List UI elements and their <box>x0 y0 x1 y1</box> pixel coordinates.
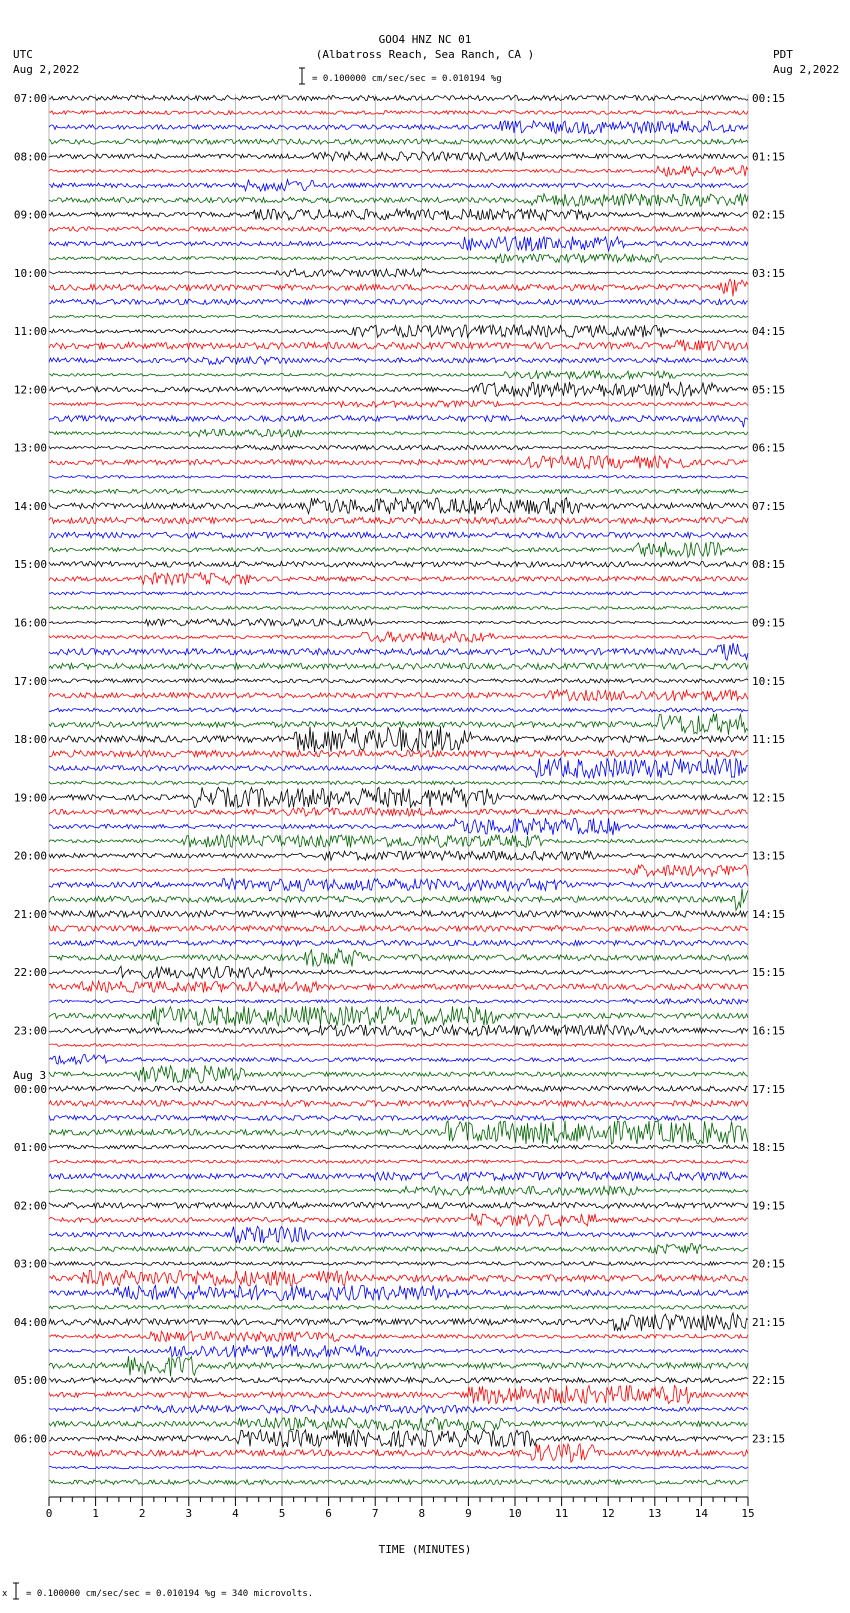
seismic-trace <box>49 152 748 161</box>
left-time-label: 23:00 <box>13 1024 47 1038</box>
left-time-label: 15:00 <box>13 558 47 572</box>
right-time-label: 04:15 <box>752 325 786 339</box>
seismic-trace <box>49 981 748 993</box>
x-tick-label: 13 <box>648 1507 662 1520</box>
right-time-label: 15:15 <box>752 966 786 980</box>
seismic-trace <box>49 111 748 115</box>
x-tick-label: 10 <box>508 1507 522 1520</box>
x-axis <box>46 1497 755 1520</box>
left-time-label: 05:00 <box>13 1374 47 1388</box>
seismic-trace <box>49 357 748 365</box>
seismic-trace <box>49 121 748 134</box>
seismic-trace <box>49 254 748 263</box>
right-time-label: 13:15 <box>752 849 786 863</box>
seismic-trace <box>49 708 748 712</box>
left-time-label: 06:00 <box>13 1432 47 1446</box>
seismic-trace <box>49 1331 748 1341</box>
left-time-label: 19:00 <box>13 791 47 805</box>
left-time-label: 22:00 <box>13 966 47 980</box>
right-time-label: 07:15 <box>752 499 786 513</box>
seismic-trace <box>49 1025 748 1036</box>
x-tick-label: 8 <box>418 1507 426 1520</box>
right-time-label: 23:15 <box>752 1432 786 1446</box>
seismic-trace <box>49 561 748 567</box>
x-tick-label: 0 <box>45 1507 53 1520</box>
seismic-trace <box>49 340 748 352</box>
right-date: Aug 2,2022 <box>773 63 840 76</box>
seismic-trace <box>49 949 748 967</box>
seismic-trace <box>49 889 748 911</box>
seismic-trace <box>49 542 748 557</box>
seismic-trace <box>49 758 748 778</box>
seismic-trace <box>49 227 748 232</box>
seismic-trace <box>49 1145 748 1149</box>
footer-marker: x <box>2 1589 8 1599</box>
scale-bar-icon <box>299 68 305 84</box>
seismic-trace <box>49 279 748 296</box>
station-location: (Albatross Reach, Sea Ranch, CA ) <box>315 48 535 61</box>
right-timezone: PDT <box>773 48 793 61</box>
seismic-trace <box>49 401 748 408</box>
seismic-trace <box>49 139 748 144</box>
left-time-label: 00:00 <box>13 1082 47 1096</box>
x-tick-label: 7 <box>371 1507 379 1520</box>
seismic-trace <box>49 498 748 514</box>
seismic-trace <box>49 1202 748 1208</box>
seismic-trace <box>49 194 748 207</box>
left-time-labels <box>13 92 47 1445</box>
right-time-label: 03:15 <box>752 266 786 280</box>
right-time-label: 18:15 <box>752 1141 786 1155</box>
x-tick-label: 12 <box>601 1507 615 1520</box>
left-time-label: 04:00 <box>13 1315 47 1329</box>
seismic-trace <box>49 315 748 318</box>
right-time-label: 05:15 <box>752 383 786 397</box>
seismic-trace <box>49 879 748 892</box>
seismic-trace <box>49 966 748 978</box>
right-time-label: 17:15 <box>752 1082 786 1096</box>
seismic-trace <box>49 632 748 643</box>
seismic-trace <box>49 999 748 1004</box>
left-time-label: 02:00 <box>13 1199 47 1213</box>
seismic-trace <box>49 835 748 848</box>
seismic-trace <box>49 382 748 397</box>
seismic-trace <box>49 1313 748 1331</box>
seismic-trace <box>49 1405 748 1413</box>
seismic-trace <box>49 787 748 807</box>
right-time-label: 14:15 <box>752 907 786 921</box>
seismic-trace <box>49 1121 748 1144</box>
seismic-trace <box>49 416 748 428</box>
seismic-trace <box>49 1480 748 1485</box>
seismic-trace <box>49 606 748 609</box>
left-date: Aug 2,2022 <box>13 63 80 76</box>
right-time-label: 06:15 <box>752 441 786 455</box>
x-tick-label: 11 <box>554 1507 569 1520</box>
right-time-label: 21:15 <box>752 1315 786 1329</box>
seismic-trace <box>49 573 748 585</box>
left-time-label: 20:00 <box>13 849 47 863</box>
x-tick-label: 2 <box>138 1507 146 1520</box>
right-time-label: 09:15 <box>752 616 786 630</box>
seismic-trace <box>49 165 748 176</box>
left-time-label: 21:00 <box>13 907 47 921</box>
seismic-trace <box>49 851 748 860</box>
right-time-label: 20:15 <box>752 1257 786 1271</box>
seismic-trace <box>49 1044 748 1047</box>
seismic-trace <box>49 619 748 626</box>
left-time-label: 09:00 <box>13 208 47 222</box>
seismic-trace <box>49 690 748 701</box>
seismic-trace <box>49 781 748 785</box>
seismic-trace <box>49 926 748 932</box>
seismic-trace <box>49 592 748 595</box>
left-timezone: UTC <box>13 48 33 61</box>
left-time-label: 18:00 <box>13 733 47 747</box>
x-tick-label: 4 <box>232 1507 239 1520</box>
x-tick-label: 5 <box>278 1507 286 1520</box>
seismic-trace <box>49 1186 748 1195</box>
left-time-label: 08:00 <box>13 150 47 164</box>
footer-scale-note: = 0.100000 cm/sec/sec = 0.010194 %g = 340 microvolts. <box>26 1589 314 1599</box>
x-tick-label: 14 <box>694 1507 709 1520</box>
seismic-trace <box>49 489 748 493</box>
x-tick-label: 15 <box>741 1507 755 1520</box>
seismic-trace <box>49 371 748 380</box>
seismic-trace <box>49 1160 748 1163</box>
seismic-trace <box>49 1305 748 1309</box>
right-time-label: 01:15 <box>752 150 786 164</box>
seismic-trace <box>49 679 748 683</box>
x-tick-label: 1 <box>92 1507 99 1520</box>
scale-label: = 0.100000 cm/sec/sec = 0.010194 %g <box>312 74 502 84</box>
seismic-trace <box>49 1262 748 1266</box>
right-time-label: 10:15 <box>752 674 786 688</box>
seismic-trace <box>49 1116 748 1121</box>
seismic-trace <box>49 1356 748 1376</box>
seismic-trace <box>49 911 748 918</box>
left-time-label: 03:00 <box>13 1257 47 1271</box>
seismic-trace <box>49 1006 748 1026</box>
right-time-label: 12:15 <box>752 791 786 805</box>
right-time-label: 08:15 <box>752 558 786 572</box>
seismic-trace <box>49 1430 748 1447</box>
right-time-labels <box>752 92 785 1445</box>
right-time-label: 00:15 <box>752 92 786 105</box>
seismic-trace <box>49 808 748 817</box>
seismic-trace <box>49 1345 748 1358</box>
trace-group <box>49 95 748 1484</box>
seismic-trace <box>49 429 748 437</box>
seismic-trace <box>49 1244 748 1254</box>
seismic-trace <box>49 865 748 877</box>
x-tick-label: 9 <box>465 1507 472 1520</box>
seismic-trace <box>49 1418 748 1431</box>
left-time-label: 07:00 <box>13 92 47 105</box>
left-time-label: 13:00 <box>13 441 47 455</box>
left-time-label: 01:00 <box>13 1141 47 1155</box>
seismic-trace <box>49 445 748 450</box>
seismic-trace <box>49 1466 748 1469</box>
right-time-label: 22:15 <box>752 1374 786 1388</box>
left-time-label: 10:00 <box>13 266 47 280</box>
seismic-trace <box>49 726 748 752</box>
seismic-trace <box>49 1086 748 1091</box>
seismic-trace <box>49 456 748 469</box>
seismic-trace <box>49 180 748 192</box>
seismic-trace <box>49 1100 748 1106</box>
seismic-trace <box>49 1285 748 1300</box>
seismic-trace <box>49 517 748 523</box>
left-time-label: 16:00 <box>13 616 47 630</box>
right-time-label: 16:15 <box>752 1024 786 1038</box>
seismic-trace <box>49 940 748 946</box>
seismic-trace <box>49 209 748 220</box>
seismic-trace <box>49 1226 748 1243</box>
seismic-trace <box>49 532 748 538</box>
seismic-trace <box>49 1386 748 1404</box>
seismic-trace <box>49 663 748 669</box>
seismic-trace <box>49 1055 748 1065</box>
station-title: GOO4 HNZ NC 01 <box>378 33 472 46</box>
right-time-label: 11:15 <box>752 733 786 747</box>
left-time-label: 14:00 <box>13 499 47 513</box>
seismic-trace <box>49 750 748 757</box>
seismic-trace <box>49 1172 748 1181</box>
seismic-trace <box>49 269 748 277</box>
right-time-label: 02:15 <box>752 208 786 222</box>
left-time-label: 17:00 <box>13 674 47 688</box>
seismic-trace <box>49 236 748 251</box>
seismic-trace <box>49 325 748 338</box>
x-tick-label: 3 <box>185 1507 193 1520</box>
seismic-trace <box>49 476 748 479</box>
seismic-trace <box>49 1270 748 1286</box>
x-axis-title: TIME (MINUTES) <box>378 1543 472 1556</box>
x-tick-label: 6 <box>325 1507 332 1520</box>
seismic-trace <box>49 714 748 735</box>
seismic-trace <box>49 1444 748 1462</box>
seismic-trace <box>49 299 748 305</box>
footer-scale-bar-icon <box>13 1583 19 1599</box>
left-time-label: 11:00 <box>13 325 47 339</box>
day-change-label: Aug 3 <box>13 1068 47 1082</box>
seismic-trace <box>49 643 748 660</box>
seismic-trace <box>49 1065 748 1083</box>
seismic-trace <box>49 1378 748 1383</box>
right-time-label: 19:15 <box>752 1199 786 1213</box>
left-time-label: 12:00 <box>13 383 47 397</box>
seismic-trace <box>49 1213 748 1226</box>
seismic-trace <box>49 818 748 835</box>
seismic-trace <box>49 95 748 100</box>
